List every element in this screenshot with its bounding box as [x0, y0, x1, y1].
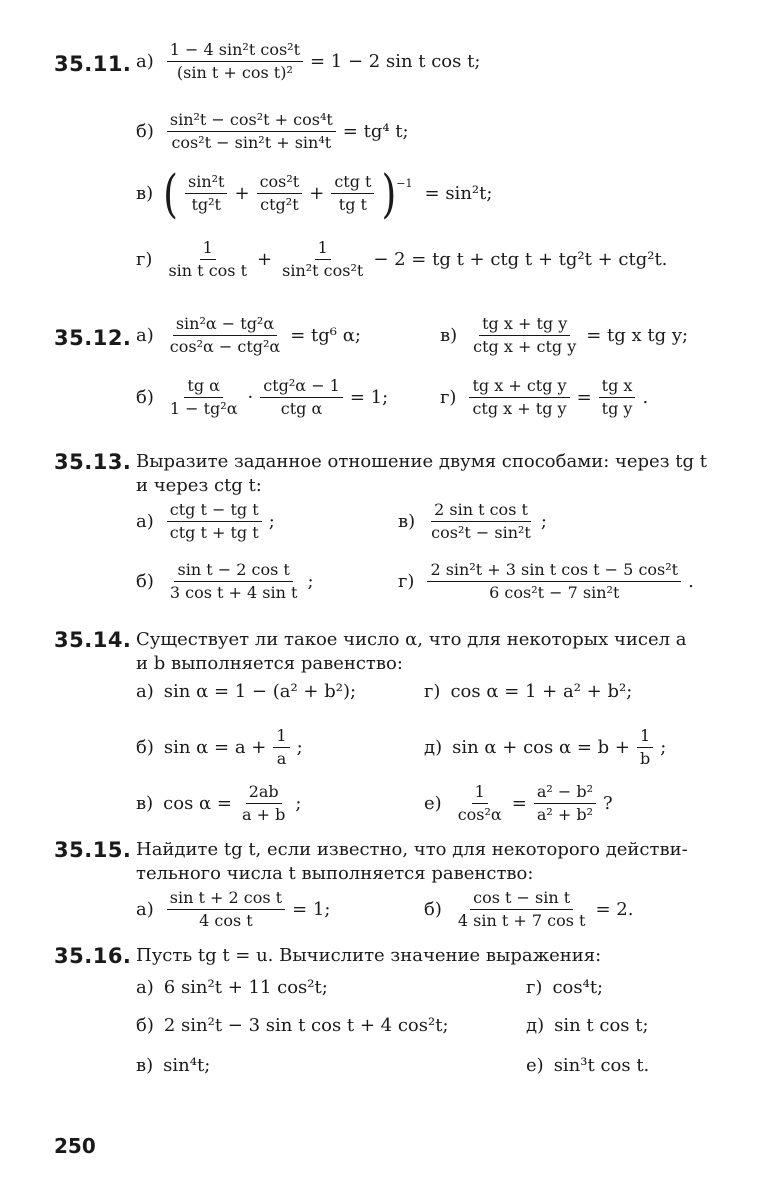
problem-number: 35.13. [54, 450, 132, 474]
fraction [469, 376, 569, 419]
fraction [428, 500, 534, 543]
denominator: ctg t + tg t [169, 523, 259, 542]
denominator: cos²α [457, 805, 502, 824]
fraction [279, 238, 366, 281]
numerator: sin²α − tg²α [173, 314, 277, 336]
fraction [455, 782, 505, 825]
denominator: b [639, 749, 651, 768]
numerator: sin²t [185, 172, 227, 194]
exercise-b [136, 726, 303, 769]
item-label: г) [526, 977, 543, 998]
equation-rhs: = 1; [292, 898, 331, 920]
numerator: 1 [315, 238, 331, 260]
fraction [331, 172, 374, 215]
punctuation: ; [268, 510, 275, 532]
fraction [167, 376, 241, 419]
equals-sign: = [576, 386, 592, 408]
denominator: ctg x + ctg y [473, 337, 577, 356]
exercise-e [526, 1054, 649, 1078]
numerator: ctg t − tg t [167, 500, 262, 522]
numerator: 2 sin t cos t [431, 500, 531, 522]
exercise-a [136, 680, 356, 704]
punctuation: ; [660, 736, 667, 758]
numerator: cos²t [257, 172, 303, 194]
plus-sign: + [257, 248, 273, 270]
item-label: а) [136, 324, 154, 346]
problem-text: Найдите tg t, если известно, что для некоторого действи- [136, 839, 688, 860]
problem-number: 35.15. [54, 838, 132, 862]
item-label: в) [136, 182, 154, 204]
numerator: tg α [184, 376, 223, 398]
item-label: д) [526, 1015, 545, 1036]
equation-rhs: = 1; [349, 386, 389, 408]
punctuation: ; [295, 792, 302, 814]
punctuation: . [688, 570, 694, 592]
denominator: tg t [338, 195, 367, 214]
denominator: 3 cos t + 4 sin t [169, 583, 298, 602]
numerator: tg x + tg y [479, 314, 570, 336]
item-label: е) [424, 792, 442, 814]
equation: sin α = 1 − (a² + b²); [163, 681, 357, 702]
fraction [165, 238, 250, 281]
denominator: 6 cos²t − 7 sin²t [489, 583, 620, 602]
expression: sin⁴t; [163, 1055, 211, 1076]
equation-rhs: = tg⁴ t; [342, 120, 409, 142]
problem-text: Существует ли такое число α, что для некоторых чисел a [136, 629, 687, 650]
equation-rhs: = tg x tg y; [586, 324, 689, 346]
fraction [167, 40, 303, 83]
punctuation: ; [307, 570, 314, 592]
equation-rhs: = 1 − 2 sin t cos t; [310, 50, 481, 72]
fraction [599, 376, 636, 419]
left-paren: ( [163, 163, 178, 224]
fraction [260, 376, 343, 419]
denominator: ctg x + tg y [472, 399, 567, 418]
item-label: г) [424, 681, 441, 702]
exercise-b [136, 1014, 449, 1038]
numerator: sin²t − cos²t + cos⁴t [167, 110, 336, 132]
exercise-g [398, 560, 694, 603]
exercise-b [136, 110, 409, 153]
fraction [427, 560, 681, 603]
fraction [167, 314, 283, 357]
equation-rhs: = sin²t; [424, 182, 493, 204]
equation: cos α = [163, 792, 232, 814]
expression: 2 sin²t − 3 sin t cos t + 4 cos²t; [163, 1015, 449, 1036]
numerator: ctg t [331, 172, 374, 194]
fraction [637, 726, 653, 769]
denominator: 4 sin t + 7 cos t [457, 911, 586, 930]
plus-sign: + [234, 182, 250, 204]
denominator: sin²t cos²t [282, 261, 364, 280]
problem-number: 35.12. [54, 326, 132, 350]
item-label: г) [398, 570, 415, 592]
exercise-g [440, 376, 648, 419]
fraction [257, 172, 303, 215]
numerator: 1 − 4 sin²t cos²t [167, 40, 303, 62]
exercise-v [136, 782, 301, 825]
expression: 6 sin²t + 11 cos²t; [163, 977, 328, 998]
exercise-b [136, 376, 388, 419]
fraction [534, 782, 596, 825]
problem-text: Пусть tg t = u. Вычислите значение выражения: [136, 945, 602, 966]
equation-rhs: = 2. [595, 898, 634, 920]
item-label: в) [136, 1055, 154, 1076]
item-label: а) [136, 510, 154, 532]
denominator: 4 cos t [199, 911, 253, 930]
problem-number: 35.11. [54, 52, 132, 76]
item-label: а) [136, 681, 154, 702]
fraction [185, 172, 227, 215]
problem-number: 35.16. [54, 944, 132, 968]
numerator: 1 [200, 238, 216, 260]
item-label: а) [136, 977, 154, 998]
item-label: б) [136, 570, 154, 592]
exercise-d [424, 726, 666, 769]
exercise-v [398, 500, 547, 543]
denominator: ctg α [280, 399, 323, 418]
denominator: a [276, 749, 287, 768]
exponent: −1 [396, 177, 413, 190]
fraction [273, 726, 289, 769]
numerator: tg x + ctg y [469, 376, 569, 398]
numerator: a² − b² [534, 782, 596, 804]
denominator: cos²t − sin²t [431, 523, 531, 542]
numerator: 2ab [246, 782, 282, 804]
fraction [470, 314, 579, 357]
exercise-v [136, 163, 493, 224]
item-label: а) [136, 50, 154, 72]
item-label: г) [136, 248, 153, 270]
numerator: tg x [599, 376, 636, 398]
equation-rhs: − 2 = tg t + ctg t + tg²t + ctg²t. [373, 248, 668, 270]
expression: sin³t cos t. [553, 1055, 650, 1076]
denominator: ctg²t [260, 195, 299, 214]
punctuation: . [642, 386, 649, 408]
expression: sin t cos t; [554, 1015, 649, 1036]
denominator: cos²α − ctg²α [169, 337, 281, 356]
item-label: б) [136, 736, 154, 758]
plus-sign: + [309, 182, 325, 204]
punctuation: ; [296, 736, 303, 758]
equation: sin α = a + [163, 736, 267, 758]
dot-sign: · [247, 386, 254, 408]
denominator: sin t cos t [168, 261, 248, 280]
fraction [167, 560, 301, 603]
exercise-b [136, 560, 314, 603]
equals-sign: = [511, 792, 527, 814]
denominator: a² + b² [536, 805, 593, 824]
exercise-b [424, 888, 633, 931]
item-label: а) [136, 898, 154, 920]
numerator: 2 sin²t + 3 sin t cos t − 5 cos²t [427, 560, 681, 582]
problem-text: Выразите заданное отношение двумя способами: через tg t [136, 451, 707, 472]
denominator: cos²t − sin²t + sin⁴t [171, 133, 332, 152]
exercise-a [136, 888, 330, 931]
numerator: 1 [472, 782, 488, 804]
problem-text: и b выполняется равенство: [136, 653, 403, 674]
exercise-g [136, 238, 667, 281]
item-label: б) [136, 120, 154, 142]
item-label: г) [440, 386, 457, 408]
equation-rhs: = tg⁶ α; [290, 324, 361, 346]
exercise-a [136, 976, 328, 1000]
punctuation: ; [540, 510, 547, 532]
item-label: в) [398, 510, 416, 532]
punctuation: ? [603, 792, 613, 814]
fraction [167, 500, 262, 543]
fraction [167, 888, 285, 931]
problem-text: и через ctg t: [136, 475, 262, 496]
numerator: sin t + 2 cos t [167, 888, 285, 910]
item-label: е) [526, 1055, 544, 1076]
right-paren: ) [381, 163, 397, 224]
denominator: (sin t + cos t)² [176, 63, 293, 82]
numerator: cos t − sin t [470, 888, 573, 910]
denominator: a + b [242, 805, 286, 824]
item-label: д) [424, 736, 443, 758]
problem-number: 35.14. [54, 628, 132, 652]
item-label: б) [424, 898, 442, 920]
numerator: 1 [637, 726, 653, 748]
denominator: tg y [601, 399, 633, 418]
exercise-g [526, 976, 603, 1000]
item-label: б) [136, 386, 154, 408]
numerator: sin t − 2 cos t [174, 560, 292, 582]
fraction [167, 110, 336, 153]
denominator: tg²t [191, 195, 221, 214]
item-label: в) [136, 792, 154, 814]
problem-text: тельного числа t выполняется равенство: [136, 863, 534, 884]
exercise-a [136, 314, 361, 357]
exercise-d [526, 1014, 649, 1038]
exercise-v [440, 314, 688, 357]
fraction [239, 782, 288, 825]
expression: cos⁴t; [552, 977, 604, 998]
item-label: в) [440, 324, 458, 346]
page-number: 250 [54, 1134, 96, 1158]
numerator: 1 [273, 726, 289, 748]
exercise-e [424, 782, 613, 825]
fraction [455, 888, 589, 931]
equation: sin α + cos α = b + [452, 736, 630, 758]
numerator: ctg²α − 1 [260, 376, 343, 398]
exercise-a [136, 500, 275, 543]
exercise-a [136, 40, 480, 83]
denominator: 1 − tg²α [169, 399, 238, 418]
item-label: б) [136, 1015, 154, 1036]
equation: cos α = 1 + a² + b²; [450, 681, 633, 702]
exercise-v [136, 1054, 210, 1078]
exercise-g [424, 680, 632, 704]
